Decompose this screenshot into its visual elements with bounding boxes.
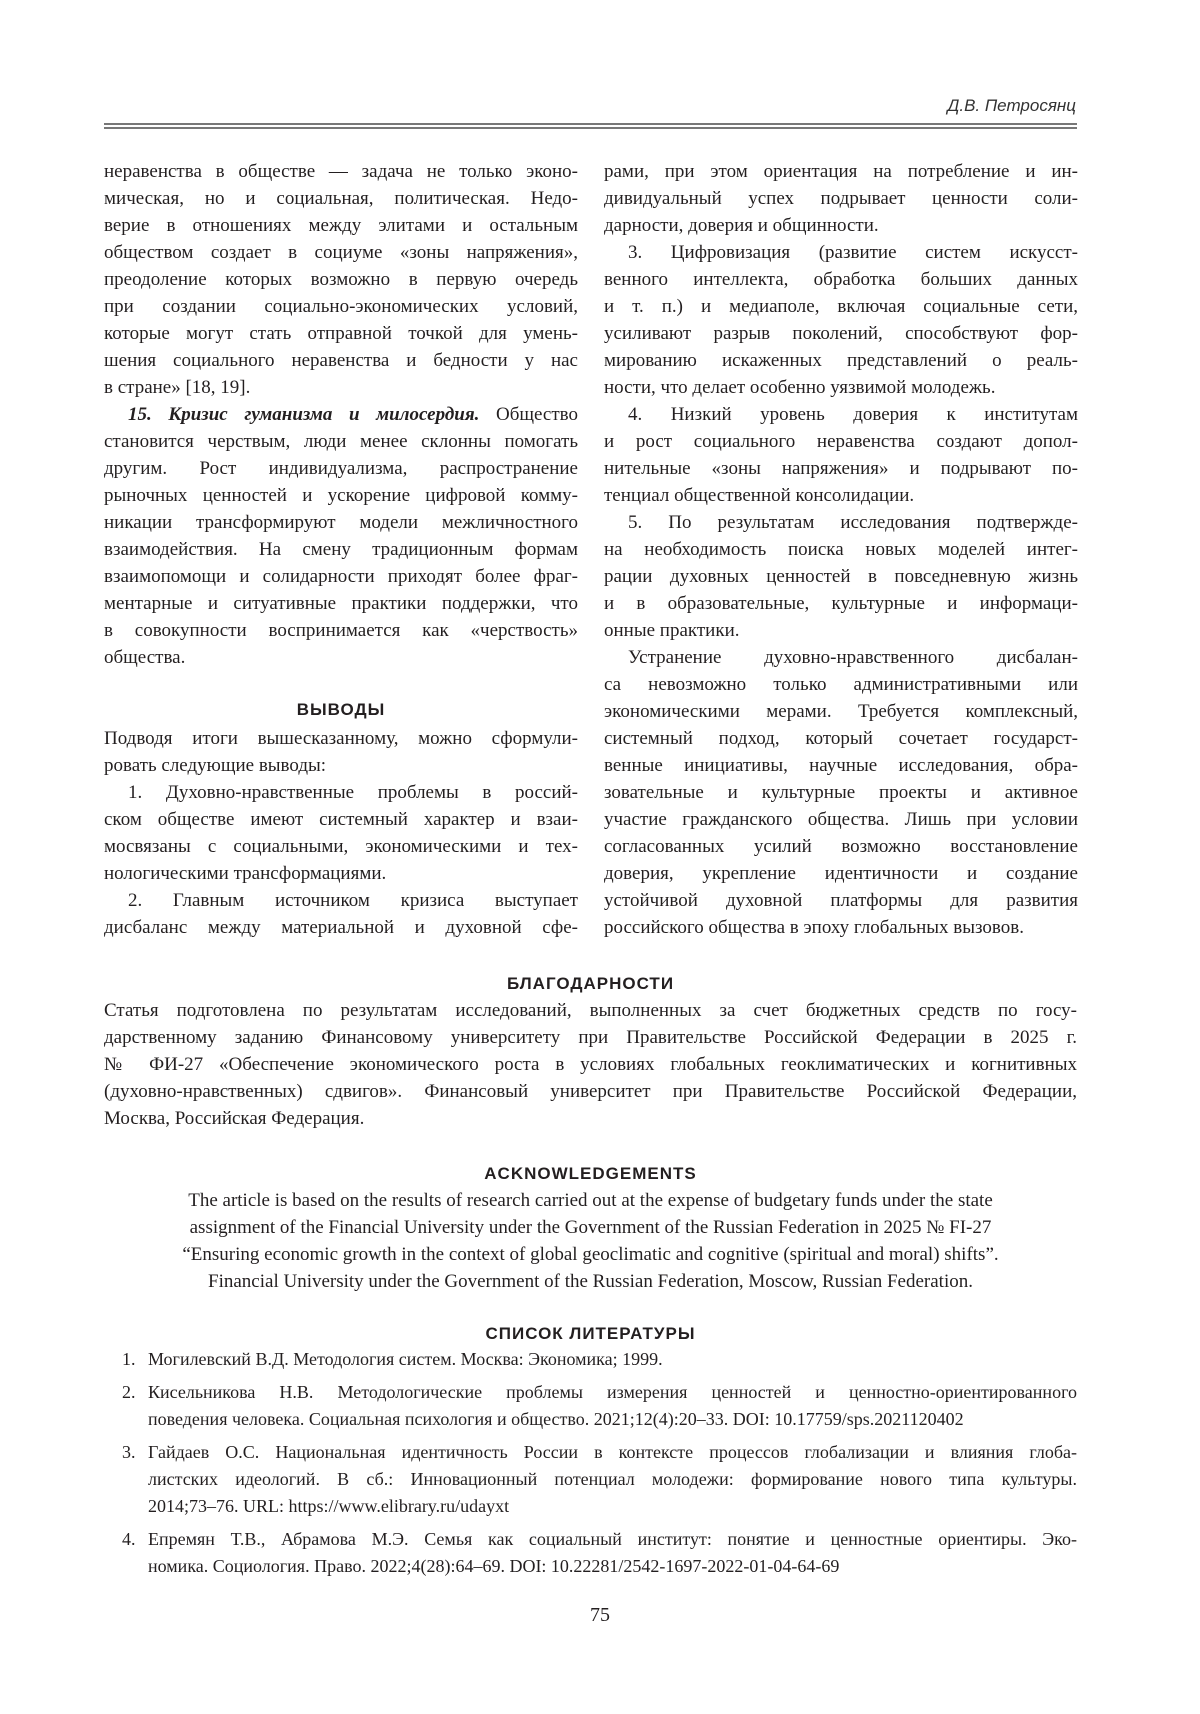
text-line: (духовно-нравственных) сдвигов». Финансовый университет при Правительстве Российской Федерации, <box>104 1081 1077 1102</box>
text-line: “Ensuring economic growth in the context of global geoclimatic and cognitive (spiritual and moral) shifts”. <box>182 1244 999 1265</box>
text-line: The article is based on the results of research carried out at the expense of budgetary funds under the state <box>188 1190 993 1211</box>
reference-number: 4. <box>122 1529 136 1549</box>
reference-item <box>122 1379 1077 1433</box>
reference-line: Гайдаев О.С. Национальная идентичность России в контексте процессов глобализации и влияния глоба- <box>148 1442 1077 1462</box>
text-line: рыночных ценностей и ускорение цифровой комму- <box>104 485 578 506</box>
text-line: шения социального неравенства и бедности у нас <box>104 350 578 371</box>
acknowledgements-heading: ACKNOWLEDGEMENTS <box>484 1164 697 1183</box>
reference-line: поведения человека. Социальная психология и общество. 2021;12(4):20–33. DOI: 10.17759/sps.2021120402 <box>148 1409 964 1429</box>
text-line: 4. Низкий уровень доверия к институтам <box>628 404 1078 425</box>
text-line: российского общества в эпоху глобальных вызовов. <box>604 917 1024 938</box>
text-line: неравенства в обществе — задача не только эконо- <box>104 161 578 182</box>
text-line: Подводя итоги вышесказанному, можно сформули- <box>104 728 578 749</box>
item-15-label: 15. Кризис гуманизма и милосердия. <box>128 404 480 425</box>
references-heading: СПИСОК ЛИТЕРАТУРЫ <box>485 1324 696 1343</box>
text-line: участие гражданского общества. Лишь при условии <box>604 809 1078 830</box>
text-line: нологическими трансформациями. <box>104 863 387 884</box>
reference-line: Епремян Т.В., Абрамова М.Э. Семья как социальный институт: понятие и ценностные ориентиры. Эко- <box>148 1529 1077 1549</box>
text-line: мированию искаженных представлений о реаль- <box>604 350 1078 371</box>
text-line: другим. Рост индивидуализма, распространение <box>104 458 578 479</box>
text-line: взаимодействия. На смену традиционным формам <box>104 539 578 560</box>
text-line: Устранение духовно-нравственного дисбалан- <box>628 647 1078 668</box>
text-line: 1. Духовно-нравственные проблемы в россий- <box>128 782 578 803</box>
text-line: экономическими мерами. Требуется комплексный, <box>604 701 1078 722</box>
text-line: системный подход, который сочетает государст- <box>604 728 1078 749</box>
acknowledgements-section <box>104 1160 1077 1295</box>
text-line: мическая, но и социальная, политическая. Недо- <box>104 188 578 209</box>
text-line: нительные «зоны напряжения» и подрывают по- <box>604 458 1078 479</box>
text-line: доверия, укрепление идентичности и создание <box>604 863 1078 884</box>
text-line: 3. Цифровизация (развитие систем искусст- <box>628 242 1078 263</box>
text-line: обществом создает в социуме «зоны напряжения», <box>104 242 578 263</box>
text-line: дарственному заданию Финансовому университету при Правительстве Российской Федерации в 2025 г. <box>104 1027 1077 1048</box>
reference-item <box>122 1439 1077 1520</box>
reference-line: Могилевский В.Д. Методология систем. Москва: Экономика; 1999. <box>148 1349 663 1369</box>
text-line: и рост социального неравенства создают допол- <box>604 431 1078 452</box>
reference-number: 2. <box>122 1382 136 1402</box>
references-heading-wrap <box>104 1320 1077 1347</box>
reference-line: Кисельникова Н.В. Методологические проблемы измерения ценностей и ценностно-ориентированного <box>148 1382 1077 1402</box>
text-line: и т. п.) и медиаполе, включая социальные сети, <box>604 296 1078 317</box>
text-line: № ФИ-27 «Обеспечение экономического роста в условиях глобальных геоклиматических и когнитивных <box>104 1054 1077 1075</box>
reference-number: 1. <box>122 1349 136 1369</box>
text-line: на необходимость поиска новых моделей интег- <box>604 539 1078 560</box>
conclusions-heading: ВЫВОДЫ <box>296 700 386 719</box>
text-line: общества. <box>104 647 186 668</box>
item-15-text: Общество <box>479 404 578 425</box>
text-line: 5. По результатам исследования подтвержде- <box>628 512 1078 533</box>
text-line: дивидуальный успех подрывает ценности соли- <box>604 188 1078 209</box>
text-line: ровать следующие выводы: <box>104 755 327 776</box>
text-line: при создании социально-экономических условий, <box>104 296 578 317</box>
text-line: рации духовных ценностей в повседневную жизнь <box>604 566 1078 587</box>
text-line: Москва, Российская Федерация. <box>104 1108 365 1129</box>
reference-line: 2014;73–76. URL: https://www.elibrary.ru/udayxt <box>148 1496 510 1516</box>
text-line: зовательные и культурные проекты и активное <box>604 782 1078 803</box>
text-line: в стране» [18, 19]. <box>104 377 251 398</box>
text-line: ском обществе имеют системный характер и взаи- <box>104 809 578 830</box>
thanks-section <box>104 970 1077 1132</box>
item-15-line <box>104 401 578 428</box>
text-line: никации трансформируют модели межличностного <box>104 512 578 533</box>
text-line: 2. Главным источником кризиса выступает <box>128 890 578 911</box>
text-line: венные инициативы, научные исследования, обра- <box>604 755 1078 776</box>
right-column <box>604 158 1078 941</box>
text-line: мосвязаны с социальными, экономическими и тех- <box>104 836 578 857</box>
text-line: са невозможно только административными или <box>604 674 1078 695</box>
text-line: рами, при этом ориентация на потребление и ин- <box>604 161 1078 182</box>
text-line: дарности, доверия и общинности. <box>604 215 879 236</box>
text-line: взаимопомощи и солидарности приходят более фраг- <box>104 566 578 587</box>
text-line: Статья подготовлена по результатам исследований, выполненных за счет бюджетных средств по госу- <box>104 1000 1077 1021</box>
reference-item <box>122 1346 1077 1373</box>
references-list <box>122 1346 1077 1586</box>
text-line: венного интеллекта, обработка больших данных <box>604 269 1078 290</box>
text-line: которые могут стать отправной точкой для умень- <box>104 323 578 344</box>
page-number: 75 <box>590 1604 610 1626</box>
running-header-author: Д.В. Петросянц <box>947 96 1076 115</box>
text-line: ности, что делает особенно уязвимой молодежь. <box>604 377 996 398</box>
reference-number: 3. <box>122 1442 136 1462</box>
text-line: онные практики. <box>604 620 740 641</box>
text-line: преодоление которых возможно в первую очередь <box>104 269 578 290</box>
reference-item <box>122 1526 1077 1580</box>
text-line: тенциал общественной консолидации. <box>604 485 915 506</box>
text-line: устойчивой духовной платформы для развития <box>604 890 1078 911</box>
text-line: assignment of the Financial University under the Government of the Russian Federation in 2025 № FI-27 <box>189 1217 992 1238</box>
text-line: становится черствым, люди менее склонны помогать <box>104 431 578 452</box>
thanks-heading: БЛАГОДАРНОСТИ <box>506 974 675 993</box>
text-line: усиливают разрыв поколений, способствуют фор- <box>604 323 1078 344</box>
header-rule <box>104 123 1077 129</box>
left-column <box>104 158 578 941</box>
reference-line: номика. Социология. Право. 2022;4(28):64–69. DOI: 10.22281/2542-1697-2022-01-04-64-69 <box>148 1556 840 1576</box>
reference-line: листских идеологий. В сб.: Инновационный потенциал молодежи: формирование нового типа культуры. <box>148 1469 1077 1489</box>
text-line: согласованных усилий возможно восстановление <box>604 836 1078 857</box>
text-line: и в образовательные, культурные и информаци- <box>604 593 1078 614</box>
text-line: верие в отношениях между элитами и остальным <box>104 215 578 236</box>
text-line: ментарные и ситуативные практики поддержки, что <box>104 593 578 614</box>
text-line: дисбаланс между материальной и духовной сфе- <box>104 917 578 938</box>
text-line: Financial University under the Government of the Russian Federation, Moscow, Russian Federation. <box>208 1271 973 1292</box>
text-line: в совокупности воспринимается как «черствость» <box>104 620 578 641</box>
